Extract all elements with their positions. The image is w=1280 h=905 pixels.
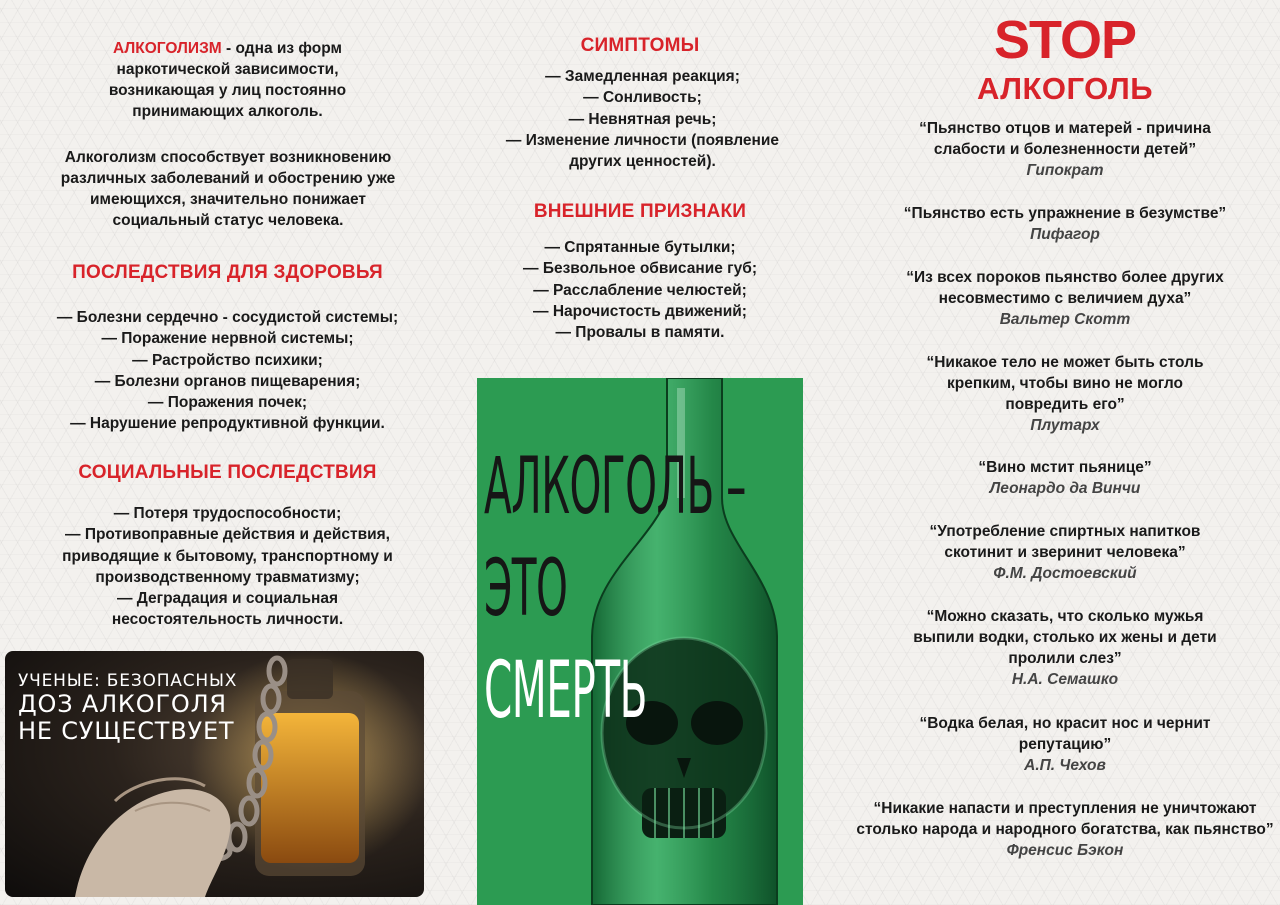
symptom-list-item: — Сонливость;	[583, 89, 702, 107]
poster-line1: АЛКОГОЛЬ –	[484, 442, 746, 532]
symptom-list-item: — Изменение личности (появление других ценностей).	[505, 131, 780, 171]
sign-list-item: — Провалы в памяти.	[555, 324, 725, 342]
health-list-item: — Поражение нервной системы;	[101, 330, 354, 348]
alcohol-heading: АЛКОГОЛЬ	[976, 71, 1154, 106]
sign-list-item: — Расслабление челюстей;	[533, 281, 747, 299]
health-title: ПОСЛЕДСТВИЯ ДЛЯ ЗДОРОВЬЯ	[72, 262, 383, 283]
health-list-item: — Поражения почек;	[147, 394, 308, 412]
quote-text: “Пьянство отцов и матерей - причина слабости и болезненности детей”	[919, 120, 1211, 158]
quote-block	[905, 713, 1225, 776]
poster	[477, 378, 803, 905]
quote-author: Вальтер Скотт	[999, 311, 1131, 328]
quote-text: “Из всех пороков пьянство более других несовместимо с величием духа”	[906, 269, 1224, 307]
quote-author: Плутарх	[1030, 417, 1100, 434]
quote-block	[910, 521, 1220, 584]
quote-text: “Водка белая, но красит нос и чернит репутацию”	[919, 715, 1211, 753]
quote-text: “Вино мстит пьянице”	[978, 459, 1152, 476]
stop-heading: STOP	[993, 10, 1137, 70]
symptom-list-item: — Замедленная реакция;	[545, 68, 740, 85]
quote-block	[895, 267, 1235, 330]
quote-text: “Употребление спиртных напитков скотинит и зверинит человека”	[929, 523, 1201, 561]
social-list-item: — Потеря трудоспособности;	[113, 505, 342, 522]
quote-author: Н.А. Семашко	[1011, 671, 1119, 688]
quote-author: Пифагор	[1030, 226, 1100, 243]
photo-caption-line3: НЕ СУЩЕСТВУЕТ	[18, 717, 235, 745]
quote-block	[915, 352, 1215, 436]
health-list-item: — Болезни сердечно - сосудистой системы;	[56, 309, 399, 326]
intro-lead-word: АЛКОГОЛИЗМ	[113, 40, 222, 57]
quote-block	[885, 203, 1245, 245]
health-list-item: — Нарушение репродуктивной функции.	[70, 415, 385, 433]
photo-caption-line1: УЧЕНЫЕ: БЕЗОПАСНЫХ	[18, 671, 238, 691]
poster-line3: СМЕРТЬ	[484, 646, 647, 736]
quote-author: Гипократ	[1026, 162, 1104, 179]
quote-block	[915, 457, 1215, 499]
health-list-item: — Болезни органов пищеварения;	[94, 372, 361, 390]
social-title: СОЦИАЛЬНЫЕ ПОСЛЕДСТВИЯ	[78, 462, 377, 483]
quote-text: “Никакие напасти и преступления не уничтожают столько народа и народного богатства, как пьянство”	[856, 800, 1274, 838]
symptom-list-item: — Невнятная речь;	[568, 110, 717, 128]
sign-list-item: — Безвольное обвисание губ;	[523, 260, 757, 278]
sign-list-item: — Спрятанные бутылки;	[544, 239, 736, 256]
health-list	[0, 307, 455, 435]
photo-card	[5, 651, 424, 897]
quote-text: “Пьянство есть упражнение в безумстве”	[903, 205, 1227, 222]
intro-paragraph	[90, 38, 365, 122]
quote-block	[855, 798, 1275, 861]
quote-text: “Можно сказать, что сколько мужья выпили водки, столько их жены и дети пролили слез”	[913, 608, 1217, 667]
social-list-item: — Деградация и социальная несостоятельность личности.	[111, 590, 344, 629]
sign-list-item: — Нарочистость движений;	[533, 302, 747, 320]
quote-block	[900, 606, 1230, 690]
quote-block	[910, 118, 1220, 181]
poster-line2: ЭТО	[484, 544, 568, 634]
symptoms-list	[490, 66, 795, 172]
signs-list	[455, 237, 825, 343]
intro-rest: - одна из форм наркотической зависимости, возникающая у лиц постоянно принимающих алкоголь.	[108, 40, 347, 120]
symptoms-title: СИМПТОМЫ	[580, 35, 700, 56]
health-list-item: — Растройство психики;	[132, 351, 323, 369]
signs-title: ВНЕШНИЕ ПРИЗНАКИ	[533, 201, 747, 222]
photo-caption	[18, 671, 237, 745]
photo-caption-line2: ДОЗ АЛКОГОЛЯ	[18, 690, 227, 718]
intro-paragraph-2: Алкоголизм способствует возникновению различных заболеваний и обострению уже имеющихся, значительно понижает социальный статус человека.	[60, 149, 396, 229]
quote-author: Леонардо да Винчи	[989, 480, 1141, 497]
quote-author: А.П. Чехов	[1024, 757, 1106, 774]
quote-author: Френсис Бэкон	[1006, 842, 1124, 859]
poster-slogan	[484, 436, 746, 742]
quote-author: Ф.М. Достоевский	[993, 565, 1137, 582]
social-list	[40, 503, 415, 631]
social-list-item: — Противоправные действия и действия, приводящие к бытовому, транспортному и производственному травматизму;	[62, 526, 393, 586]
quote-text: “Никакое тело не может быть столь крепким, чтобы вино не могло повредить его”	[926, 354, 1204, 413]
